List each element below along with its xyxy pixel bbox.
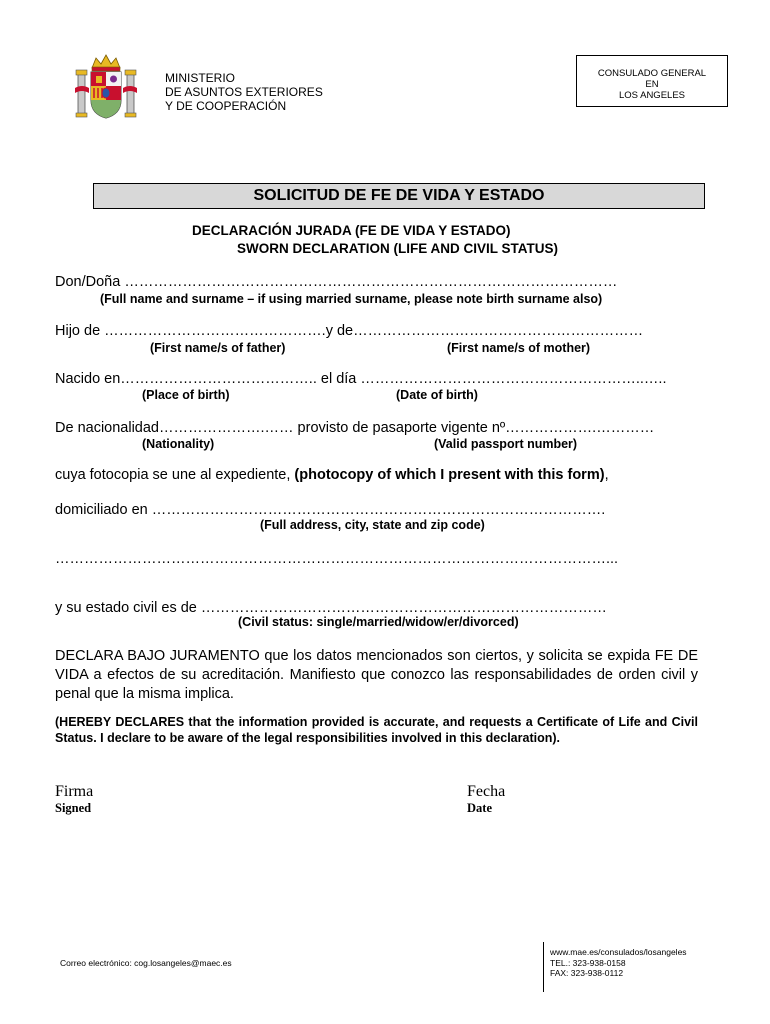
nationality-passport-field[interactable]: De nacionalidad………………….…… provisto de pasaporte vigente nº……………….………… [55, 420, 655, 436]
footer-fax: FAX: 323-938-0112 [550, 968, 624, 978]
footer-contact [550, 947, 687, 979]
photocopy-end: , [604, 467, 609, 483]
civil-status-field[interactable]: y su estado civil es de ………………………………………………………………………… [55, 600, 607, 616]
civil-status-note: (Civil status: single/married/widow/er/divorced) [238, 615, 519, 629]
declaration-spanish: DECLARA BAJO JURAMENTO que los datos mencionados son ciertos, y solicita se expida FE DE VIDA a efectos de su acreditación. Manifiesto que conozco las responsabilidades de orden civil y penal que la misma implica. [55, 648, 698, 702]
address-field-line2[interactable]: ……………………………………………………………………………………………………... [55, 551, 619, 567]
passport-note: (Valid passport number) [434, 437, 578, 451]
photocopy-statement [55, 467, 609, 483]
subtitle-spanish: DECLARACIÓN JURADA (FE DE VIDA Y ESTADO) [192, 223, 511, 238]
consulate-line: CONSULADO GENERAL [597, 68, 707, 79]
ministry-line: Y DE COOPERACIÓN [165, 99, 287, 113]
birth-field[interactable]: Nacido en………………………………….. el día …………………………………………………..….. [55, 371, 667, 387]
signature-label: Firma [55, 783, 94, 800]
nationality-note: (Nationality) [142, 437, 215, 451]
consulate-box [576, 55, 728, 107]
full-name-note: (Full name and surname – if using married surname, please note birth surname also) [100, 292, 603, 306]
father-note: (First name/s of father) [150, 341, 286, 355]
subtitle-english: SWORN DECLARATION (LIFE AND CIVIL STATUS) [237, 241, 558, 256]
footer-phone: TEL.: 323-938-0158 [550, 957, 626, 968]
consulate-line: LOS ANGELES [618, 90, 685, 101]
ministry-line: MINISTERIO [165, 71, 236, 85]
coat-of-arms-logo [74, 52, 138, 124]
date-of-birth-note: (Date of birth) [396, 388, 478, 402]
photocopy-text-es: cuya fotocopia se une al expediente, [55, 467, 295, 483]
mother-note: (First name/s of mother) [447, 341, 591, 355]
consulate-line: EN [645, 79, 659, 90]
full-name-field[interactable]: Don/Doña ………………………………………………………………………………………… [55, 274, 618, 290]
parents-field[interactable]: Hijo de ……………………………………….y de…………………………………………………… [55, 323, 644, 339]
signed-label: Signed [55, 801, 92, 815]
ministry-name [165, 71, 323, 113]
place-of-birth-note: (Place of birth) [142, 388, 230, 402]
ministry-line: DE ASUNTOS EXTERIORES [165, 85, 323, 99]
form-title: SOLICITUD DE FE DE VIDA Y ESTADO [93, 183, 705, 209]
footer-email: Correo electrónico: cog.losangeles@maec.es [60, 958, 232, 968]
address-note: (Full address, city, state and zip code) [260, 518, 485, 532]
declaration-english: (HEREBY DECLARES that the information provided is accurate, and requests a Certificate of Life and Civil Status. I declare to be aware of the legal responsibilities involved in this declaration). [55, 715, 698, 745]
footer-website: www.mae.es/consulados/losangeles [550, 947, 687, 957]
date-label-en: Date [467, 801, 492, 815]
photocopy-text-en: (photocopy of which I present with this form) [294, 467, 605, 483]
footer-divider [543, 942, 544, 992]
address-field[interactable]: domiciliado en …………………………………………………………………………………. [55, 502, 606, 518]
date-label: Fecha [467, 783, 506, 800]
